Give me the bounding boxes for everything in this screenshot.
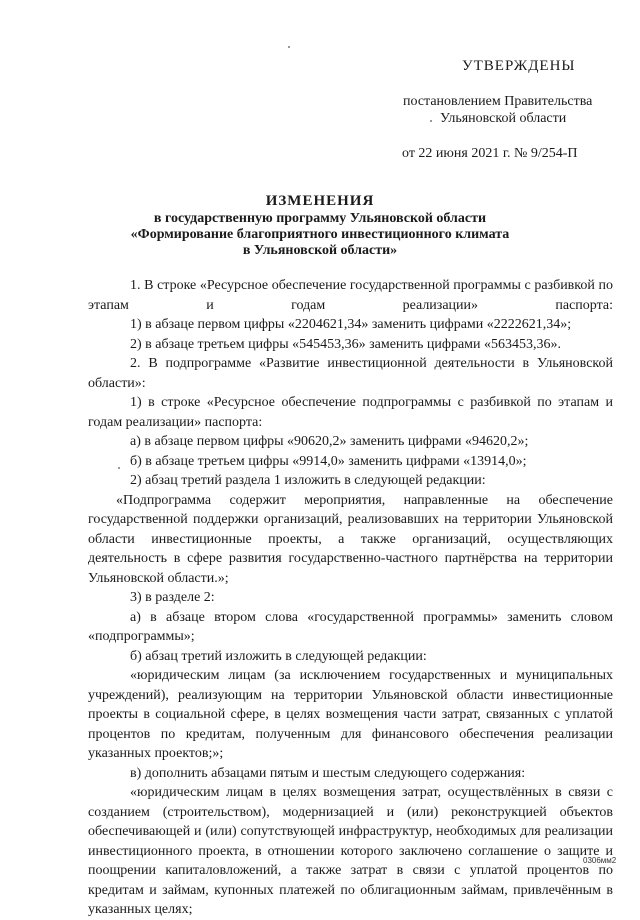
document-body bbox=[88, 276, 613, 920]
resolution-date-number: от 22 июня 2021 г. № 9/254-П bbox=[402, 146, 578, 161]
approved-by-line2: Ульяновской области bbox=[440, 111, 567, 126]
paragraph: 2) в абзаце третьем цифры «545453,36» заменить цифрами «563453,36». bbox=[130, 336, 562, 352]
scan-speck bbox=[118, 467, 120, 469]
footer-document-code: 0306мм2 bbox=[583, 856, 617, 865]
scan-speck bbox=[288, 46, 290, 48]
quoted-paragraph: «юридическим лицам (за исключением государственных и муниципальных учреждений), реализующим на территории Ульяновской области инвестиционные проекты в социальной сфере, в целях возмещения части затрат, связанных с уплатой процентов по кредитам, полученным для финансового обеспечения реализации указанных проектов;»; bbox=[88, 668, 613, 761]
paragraph: 1. В строке «Ресурсное обеспечение государственной программы с разбивкой по этапам и годам реализации» паспорта: bbox=[88, 278, 613, 313]
paragraph: 2) абзац третий раздела 1 изложить в следующей редакции: bbox=[130, 473, 486, 488]
paragraph: 3) в разделе 2: bbox=[130, 590, 215, 605]
paragraph: 1) в строке «Ресурсное обеспечение подпрограммы с разбивкой по этапам и годам реализации» паспорта: bbox=[88, 395, 613, 430]
scan-speck bbox=[430, 120, 432, 122]
paragraph: а) в абзаце первом цифры «90620,2» заменить цифрами «94620,2»; bbox=[130, 434, 529, 449]
approved-by-line1: постановлением Правительства bbox=[403, 94, 593, 109]
quoted-paragraph: «юридическим лицам в целях возмещения затрат, осуществлённых в связи с созданием (строительством), модернизацией и (или) реконструкцией объектов обеспечивающей и (или) сопутствующей инфраструктур, необходимых для реализации инвестиционного проекта, в отношении которого заключено соглашение о защите и поощрении капиталовложений, а также затрат в связи с уплатой процентов по кредитам и займам, купонных платежей по облигационным займам, привлечённым в указанных целях; bbox=[88, 785, 613, 917]
paragraph: а) в абзаце втором слова «государственной программы» заменить словом «подпрограммы»; bbox=[88, 609, 613, 644]
title-line1: в государственную программу Ульяновской области bbox=[153, 211, 487, 226]
approved-stamp: УТВЕРЖДЕНЫ bbox=[462, 58, 576, 74]
paragraph: 2. В подпрограмме «Развитие инвестиционной деятельности в Ульяновской области»: bbox=[88, 356, 613, 391]
quoted-paragraph: «Подпрограмма содержит мероприятия, направленные на обеспечение государственной поддержки организаций, реализовавших на территории Ульяновской области инвестиционные проекты, а также организаций, осуществляющих деятельность в сфере развития государственно-частного партнёрства на территории Ульяновской области.»; bbox=[88, 492, 613, 586]
paragraph: б) абзац третий изложить в следующей редакции: bbox=[130, 648, 427, 664]
paragraph: в) дополнить абзацами пятым и шестым следующего содержания: bbox=[130, 765, 526, 781]
title-line3: в Ульяновской области» bbox=[242, 243, 398, 258]
paragraph: 1) в абзаце первом цифры «2204621,34» заменить цифрами «2222621,34»; bbox=[130, 317, 572, 332]
paragraph: б) в абзаце третьем цифры «9914,0» заменить цифрами «13914,0»; bbox=[130, 453, 527, 469]
document-title bbox=[100, 192, 540, 259]
title-heading: ИЗМЕНЕНИЯ bbox=[265, 193, 375, 209]
title-line2: «Формирование благоприятного инвестиционного климата bbox=[130, 227, 510, 242]
